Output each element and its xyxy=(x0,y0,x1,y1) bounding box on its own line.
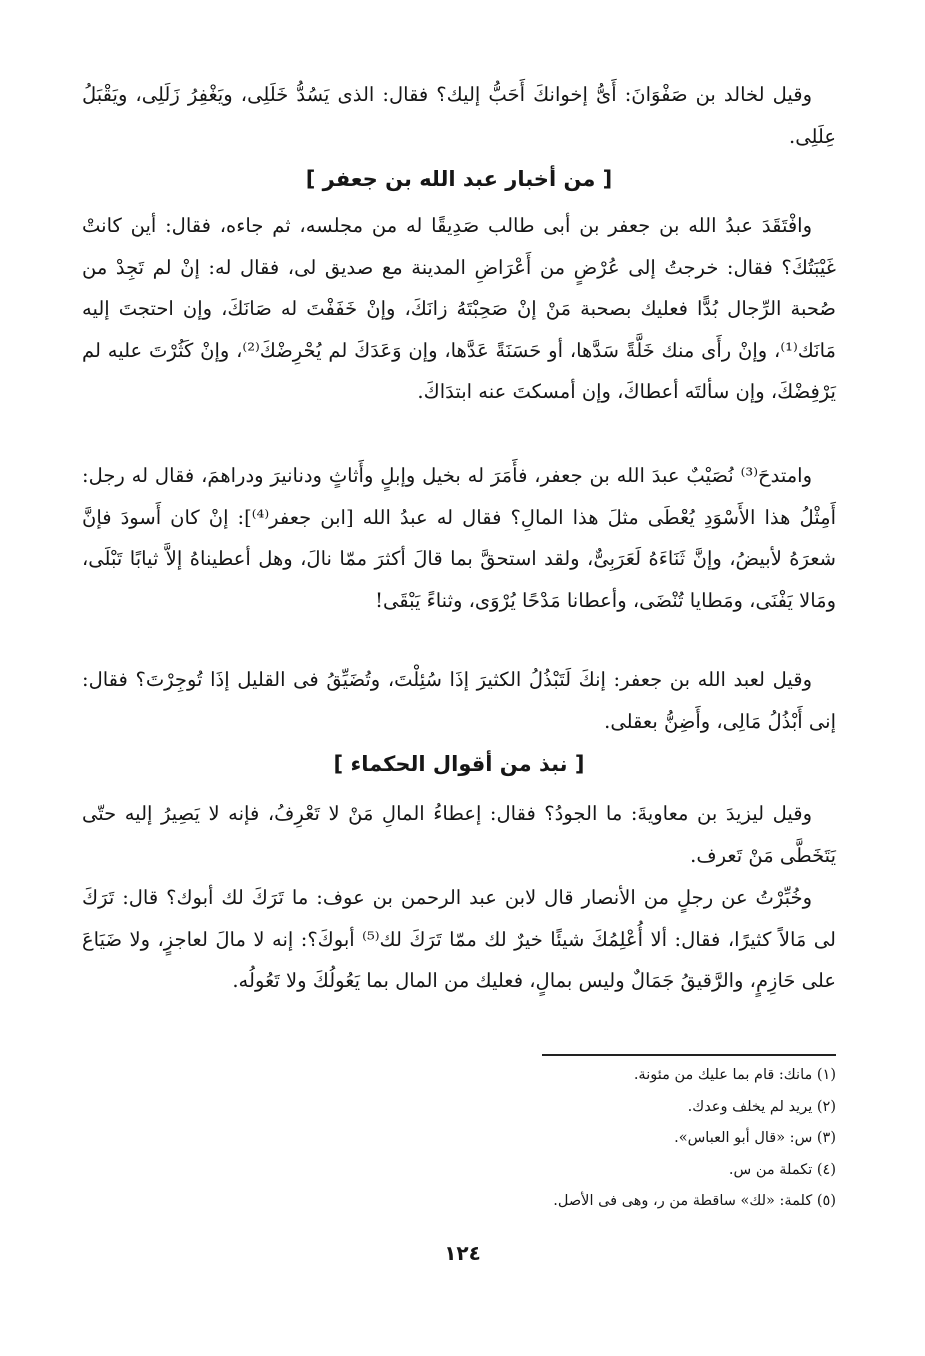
paragraph-yazid xyxy=(82,793,836,876)
footnote-item: (٣) س: «قال أبو العباس». xyxy=(674,1130,836,1146)
footnote-item: (٥) كلمة: «لك» ساقطة من ر، وهى فى الأصل. xyxy=(553,1193,836,1209)
paragraph-nusayb xyxy=(82,455,836,621)
paragraph-khalid xyxy=(82,74,836,157)
footnote-item: (٤) تكملة من س. xyxy=(728,1161,836,1178)
paragraph-friend xyxy=(82,205,836,413)
paragraph-text: وامتدحَ⁽³⁾ نُصَيْبٌ عبدَ الله بن جعفر، فأَمَرَ له بخيل وإبلٍ وأَثاثٍ ودنانيرَ ودراهمَ، فقال له رجل: أَمِثْلُ هذا الأَسْوَدِ يُعْطَى مثلَ هذا المالِ؟ فقال له عبدُ الله [ابن جعفر⁽⁴⁾]: إنْ كان أَسودَ فإنَّ شعرَهُ لأبيضُ، وإنَّ ثَنَاءَهُ لَعَرَبِىٌّ، ولقد استحقَّ بما قالَ أكثرَ ممّا نالَ، وهل أعطيناهُ إلاَّ ثيابًا تَبْلَى، ومَالا يَفْنَى، ومَطايا تُنْضَى، وأعطانا مَدْحًا يُرْوَى، وثناءً يَبْقَى! xyxy=(82,464,836,612)
paragraph-text: وافْتَقَدَ عبدُ الله بن جعفر بن أبى طالب صَدِيقًا له من مجلسه، ثم جاءه، فقال: أين كانتْ غَيْبَتُكَ؟ فقال: خرجتُ إلى عُرْضٍ من أَعْرَاضِ المدينة مع صديق لى، فقال له: إنْ لم تَجِدْ من صُحبة الرِّجال بُدًّا فعليك بصحبة مَنْ إنْ صَحِبْتَهُ زانَكَ، وإنْ خَفَفْتَ له صَانَكَ، وإن احتجتَ إليه مَانَك⁽¹⁾، وإنْ رأَى منك خَلَّةً سَدَّها، أو حَسَنَةً عَدَّها، وإن وَعَدَكَ لم يُحْرِضْكَ⁽²⁾، وإنْ كَثُرْتَ عليه لم يَرْفِضْكَ، وإن سألتَه أعطاكَ، وإن أمسكتَ عنه ابتدَاكَ. xyxy=(82,214,836,403)
paragraph-text: وقيل لخالد بن صَفْوَانَ: أَىُّ إخوانكَ أَحَبُّ إليك؟ فقال: الذى يَسُدُّ خَلَلِى، ويَغْفِرُ زَلَلِى، ويَقْبَلُ عِلَلِى. xyxy=(82,83,836,148)
page-number: ١٢٤ xyxy=(444,1241,481,1265)
footnotes-list xyxy=(300,1060,836,1218)
paragraph-text: وقيل لعبد الله بن جعفر: إنكَ لَتَبْذُلُ الكثيرَ إذَا سُئِلْتَ، وتُضَيِّقُ فى القليل إذَا تُوجِرْتَ؟ فقال: إنى أَبْذُلُ مَالِى، وأَضِنُّ بعقلى. xyxy=(82,668,836,733)
footnote-divider xyxy=(542,1054,836,1056)
section-heading-sages: [ نبذ من أقوال الحكماء ] xyxy=(333,752,585,776)
paragraph-ansar xyxy=(82,877,836,1002)
paragraph-generosity xyxy=(82,659,836,742)
paragraph-text: وخُبِّرْتُ عن رجلٍ من الأنصار قال لابن عبد الرحمن بن عوف: ما تَرَكَ لك أبوك؟ قال: تَرَكَ لى مَالاً كثيرًا، فقال: ألا أُعْلِمُكَ شيئًا خيرٌ لك ممّا تَرَكَ لك⁽⁵⁾ أبوكَ؟: إنه لا مالَ لعاجزٍ، ولا ضَيَاعَ على حَازِمٍ، والرَّقيقُ جَمَالٌ وليس بمالٍ، فعليك من المال بما يَعُولُكَ ولا تَعُولُه. xyxy=(82,886,836,992)
footnote-item: (٢) يريد لم يخلف وعدك. xyxy=(687,1098,836,1115)
footnote-item: (١) مانك: قام بما عليك من مئونة. xyxy=(633,1067,836,1083)
paragraph-text: وقيل ليزيدَ بن معاويةَ: ما الجودُ؟ فقال: إعطاءُ المالِ مَنْ لا تَعْرِفُ، فإنه لا يَصِيرُ إليه حتّى يَتَخَطَّى مَنْ تَعرف. xyxy=(82,802,836,867)
section-heading-abdallah: [ من أخبار عبد الله بن جعفر ] xyxy=(305,167,613,191)
